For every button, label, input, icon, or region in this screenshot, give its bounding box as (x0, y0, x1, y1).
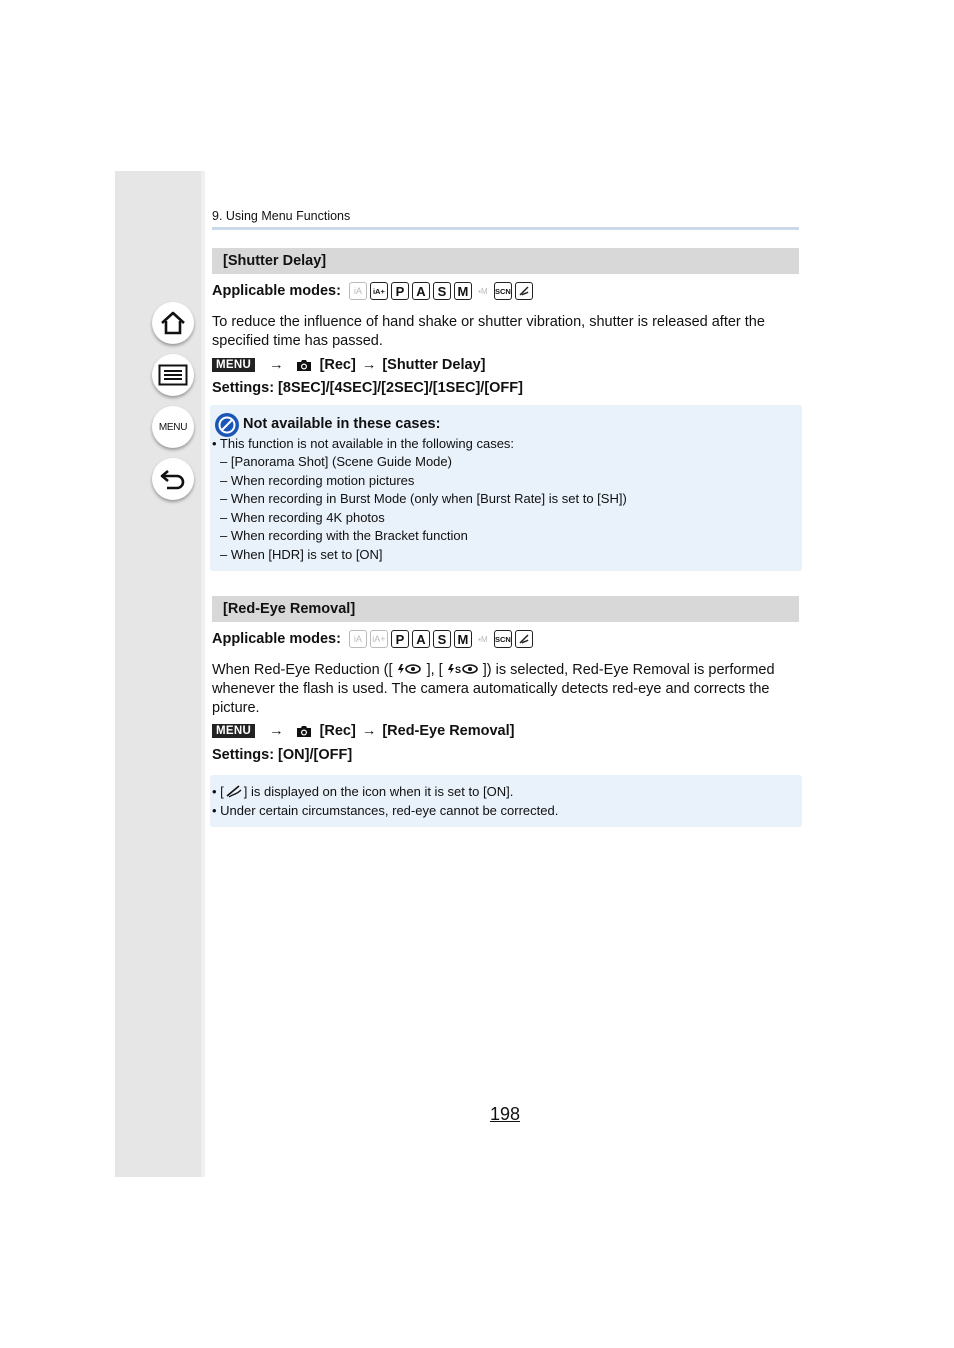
arrow: → (269, 357, 284, 373)
slow-sync-red-eye-icon (447, 663, 479, 675)
arrow: → (361, 723, 377, 739)
header-rule (212, 227, 799, 230)
mode-creative-icon (515, 630, 533, 648)
mode-s-icon: S (433, 282, 451, 300)
arrow: → (361, 357, 377, 373)
back-button[interactable] (152, 458, 194, 500)
note-line (212, 783, 513, 800)
section-title: [Red-Eye Removal] (223, 601, 356, 617)
menu-path (212, 721, 514, 741)
description-line (212, 661, 792, 680)
camera-icon (296, 359, 312, 372)
return-arrow-icon (159, 467, 187, 491)
note-line: – When recording in Burst Mode (only when [Burst Rate] is set to [SH]) (220, 491, 627, 506)
not-available-note (210, 405, 802, 571)
description-text: ], [ (426, 662, 443, 678)
menu-rec: [Rec] (319, 357, 356, 373)
menu-item: [Shutter Delay] (382, 357, 486, 373)
modes-label: Applicable modes: (212, 631, 341, 647)
mode-movie-m-icon: ▪M (475, 630, 491, 648)
svg-text:S: S (454, 665, 461, 675)
red-eye-removal-icon (224, 784, 244, 798)
mode-scn-icon: SCN (494, 630, 512, 648)
menu-badge: MENU (212, 724, 255, 738)
sidebar-divider (201, 171, 205, 1177)
applicable-modes (212, 280, 536, 302)
list-icon (158, 364, 188, 386)
note-line: • This function is not available in the following cases: (212, 436, 515, 451)
note-line: • Under certain circumstances, red-eye cannot be corrected. (212, 803, 559, 818)
description-line: picture. (212, 700, 260, 716)
mode-creative-icon (515, 282, 533, 300)
description-line: specified time has passed. (212, 333, 383, 349)
arrow: → (269, 723, 284, 739)
note-line: – When recording with the Bracket function (220, 528, 468, 543)
description-line: To reduce the influence of hand shake or shutter vibration, shutter is released after the (212, 314, 765, 330)
home-icon (159, 310, 187, 336)
note-text: ] is displayed on the icon when it is set to [ON]. (243, 784, 514, 799)
mode-m-icon: M (454, 630, 472, 648)
note-line: – When [HDR] is set to [ON] (220, 547, 383, 562)
menu-label: MENU (158, 421, 188, 433)
note-line: – When recording motion pictures (220, 473, 415, 488)
info-note (210, 775, 802, 827)
mode-a-icon: A (412, 630, 430, 648)
description-text: ]) is selected, Red-Eye Removal is performed (482, 662, 775, 678)
mode-ia-plus-icon: iA+ (370, 630, 388, 648)
mode-p-icon: P (391, 282, 409, 300)
note-line: – When recording 4K photos (220, 510, 385, 525)
description-line: whenever the flash is used. The camera automatically detects red-eye and corrects the (212, 681, 770, 697)
note-text: • [ (212, 784, 224, 799)
flash-red-eye-icon (397, 663, 423, 675)
section-title-bar (212, 596, 799, 622)
mode-movie-m-icon: ▪M (475, 282, 491, 300)
modes-label: Applicable modes: (212, 283, 341, 299)
note-title: Not available in these cases: (243, 416, 441, 432)
mode-ia-plus-icon: iA+ (370, 282, 388, 300)
menu-badge: MENU (212, 358, 255, 372)
camera-icon (296, 725, 312, 738)
menu-item: [Red-Eye Removal] (382, 723, 515, 739)
section-title-bar (212, 248, 799, 274)
menu-path (212, 355, 485, 375)
mode-p-icon: P (391, 630, 409, 648)
mode-m-icon: M (454, 282, 472, 300)
contents-button[interactable] (152, 354, 194, 396)
settings-line: Settings: [ON]/[OFF] (212, 747, 353, 763)
description-text: When Red-Eye Reduction ([ (212, 662, 393, 678)
mode-ia-icon: iA (349, 630, 367, 648)
section-description (212, 661, 792, 718)
note-line: – [Panorama Shot] (Scene Guide Mode) (220, 454, 452, 469)
home-button[interactable] (152, 302, 194, 344)
page-number[interactable]: 198 (490, 1104, 521, 1124)
applicable-modes (212, 628, 536, 650)
mode-ia-icon: iA (349, 282, 367, 300)
mode-s-icon: S (433, 630, 451, 648)
chapter-header: 9. Using Menu Functions (212, 209, 351, 223)
mode-scn-icon: SCN (494, 282, 512, 300)
menu-button[interactable] (152, 406, 194, 448)
section-description (212, 313, 792, 351)
settings-line: Settings: [8SEC]/[4SEC]/[2SEC]/[1SEC]/[OFF] (212, 380, 523, 396)
menu-rec: [Rec] (319, 723, 356, 739)
section-title: [Shutter Delay] (223, 253, 327, 269)
mode-a-icon: A (412, 282, 430, 300)
